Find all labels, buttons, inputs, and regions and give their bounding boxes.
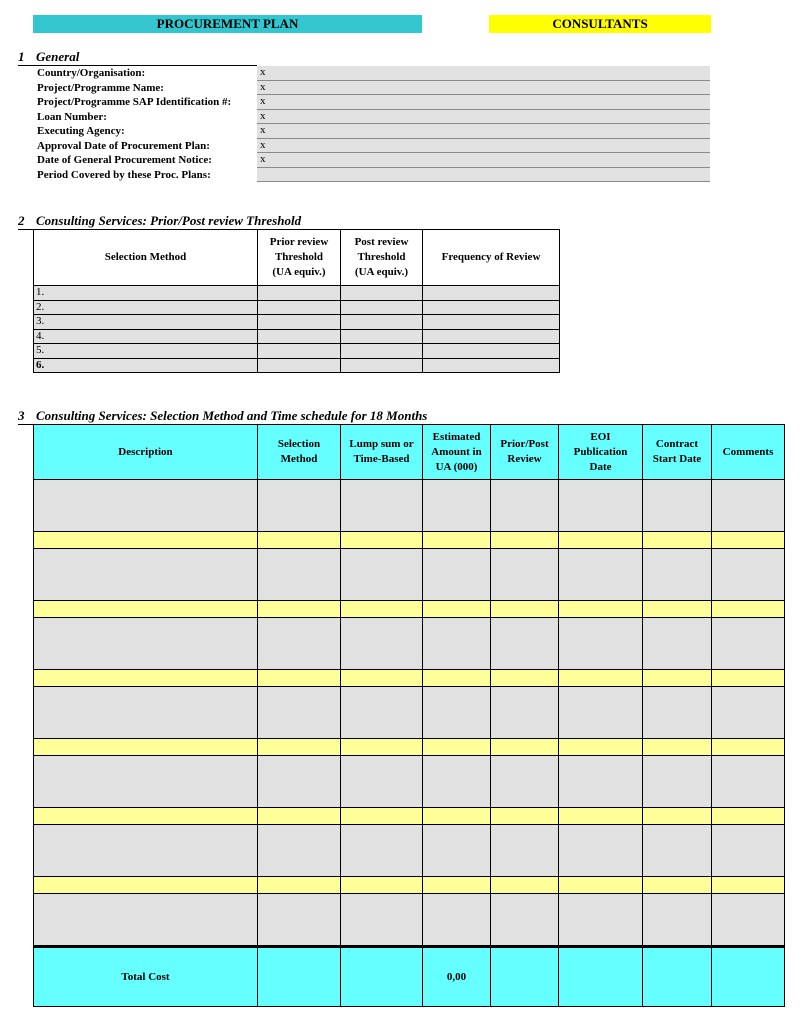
schedule-separator-cell[interactable]	[643, 739, 712, 756]
schedule-entry-cell[interactable]	[34, 825, 258, 877]
schedule-entry-cell[interactable]	[341, 825, 423, 877]
schedule-entry-row	[34, 894, 785, 947]
threshold-row	[34, 300, 560, 315]
schedule-separator-cell[interactable]	[559, 877, 643, 894]
header-prior-post-review: Prior/Post Review	[491, 425, 559, 480]
section-1-heading	[18, 49, 79, 65]
schedule-separator-cell[interactable]	[559, 808, 643, 825]
header-lump-sum: Lump sum or Time-Based	[341, 425, 423, 480]
schedule-entry-cell[interactable]	[258, 687, 341, 739]
schedule-header-row	[34, 425, 785, 480]
schedule-separator-row	[34, 670, 785, 687]
row-index[interactable]: 1.	[34, 286, 258, 301]
schedule-entry-cell[interactable]	[559, 549, 643, 601]
row-index[interactable]: 4.	[34, 329, 258, 344]
header-description: Description	[34, 425, 258, 480]
schedule-entry-cell[interactable]	[491, 480, 559, 532]
schedule-separator-cell[interactable]	[712, 739, 785, 756]
schedule-entry-row	[34, 618, 785, 670]
schedule-entry-cell[interactable]	[643, 756, 712, 808]
header-post-review: Post review Threshold (UA equiv.)	[341, 230, 423, 286]
field-value-country[interactable]: x	[257, 66, 710, 81]
schedule-separator-cell[interactable]	[341, 670, 423, 687]
schedule-entry-cell[interactable]	[258, 549, 341, 601]
section-3-title: Consulting Services: Selection Method and Time schedule for 18 Months	[36, 408, 428, 423]
schedule-entry-row	[34, 687, 785, 739]
schedule-separator-cell[interactable]	[559, 601, 643, 618]
schedule-separator-cell[interactable]	[258, 739, 341, 756]
schedule-entry-cell[interactable]	[423, 825, 491, 877]
schedule-entry-cell[interactable]	[258, 480, 341, 532]
threshold-header-row	[34, 230, 560, 286]
schedule-separator-cell[interactable]	[423, 739, 491, 756]
schedule-entry-cell[interactable]	[258, 756, 341, 808]
field-value-approval-date[interactable]: x	[257, 139, 710, 154]
schedule-entry-cell[interactable]	[34, 480, 258, 532]
field-value-executing-agency[interactable]: x	[257, 124, 710, 139]
schedule-separator-cell[interactable]	[491, 739, 559, 756]
row-index[interactable]: 5.	[34, 344, 258, 359]
schedule-separator-cell[interactable]	[712, 670, 785, 687]
field-label-gpn-date: Date of General Procurement Notice:	[37, 154, 212, 166]
schedule-entry-cell[interactable]	[491, 825, 559, 877]
schedule-entry-cell[interactable]	[491, 687, 559, 739]
field-label-sap-id: Project/Programme SAP Identification #:	[37, 96, 232, 108]
schedule-entry-cell[interactable]	[491, 618, 559, 670]
total-amount: 0,00	[423, 947, 491, 1007]
schedule-separator-cell[interactable]	[34, 601, 258, 618]
threshold-row	[34, 344, 560, 359]
schedule-separator-cell[interactable]	[34, 808, 258, 825]
schedule-entry-cell[interactable]	[559, 825, 643, 877]
schedule-separator-cell[interactable]	[643, 601, 712, 618]
schedule-entry-cell[interactable]	[341, 480, 423, 532]
schedule-entry-cell[interactable]	[341, 618, 423, 670]
threshold-row	[34, 315, 560, 330]
schedule-entry-cell[interactable]	[559, 894, 643, 947]
schedule-separator-cell[interactable]	[559, 532, 643, 549]
schedule-table	[33, 424, 785, 1007]
schedule-entry-cell[interactable]	[34, 687, 258, 739]
schedule-entry-cell[interactable]	[559, 687, 643, 739]
schedule-separator-cell[interactable]	[712, 532, 785, 549]
schedule-entry-cell[interactable]	[712, 549, 785, 601]
schedule-separator-cell[interactable]	[423, 601, 491, 618]
schedule-separator-cell[interactable]	[34, 532, 258, 549]
schedule-entry-cell[interactable]	[258, 618, 341, 670]
schedule-entry-cell[interactable]	[712, 894, 785, 947]
schedule-entry-row	[34, 480, 785, 532]
schedule-separator-cell[interactable]	[341, 532, 423, 549]
consultants-banner: CONSULTANTS	[489, 15, 711, 33]
field-label-loan-number: Loan Number:	[37, 110, 107, 123]
schedule-separator-cell[interactable]	[34, 877, 258, 894]
schedule-separator-cell[interactable]	[491, 670, 559, 687]
total-label: Total Cost	[34, 947, 258, 1007]
schedule-entry-cell[interactable]	[559, 756, 643, 808]
schedule-separator-cell[interactable]	[423, 532, 491, 549]
field-value-gpn-date[interactable]: x	[257, 153, 710, 168]
threshold-row	[34, 286, 560, 301]
schedule-entry-row	[34, 825, 785, 877]
schedule-separator-cell[interactable]	[643, 877, 712, 894]
schedule-entry-cell[interactable]	[423, 687, 491, 739]
schedule-separator-cell[interactable]	[643, 808, 712, 825]
schedule-entry-cell[interactable]	[34, 549, 258, 601]
schedule-separator-cell[interactable]	[491, 532, 559, 549]
total-row	[34, 947, 785, 1007]
header-estimated-amount: Estimated Amount in UA (000)	[423, 425, 491, 480]
schedule-separator-cell[interactable]	[341, 877, 423, 894]
schedule-body	[34, 480, 785, 947]
schedule-entry-cell[interactable]	[559, 480, 643, 532]
schedule-entry-cell[interactable]	[423, 480, 491, 532]
schedule-separator-cell[interactable]	[491, 808, 559, 825]
schedule-entry-row	[34, 756, 785, 808]
section-3-heading	[18, 408, 427, 424]
schedule-entry-cell[interactable]	[423, 618, 491, 670]
schedule-separator-row	[34, 877, 785, 894]
row-index[interactable]: 6.	[34, 358, 258, 373]
section-3-number: 3	[18, 408, 25, 423]
field-label-executing-agency: Executing Agency:	[37, 125, 125, 137]
field-value-period-covered[interactable]	[257, 168, 710, 183]
schedule-entry-cell[interactable]	[258, 894, 341, 947]
schedule-entry-cell[interactable]	[643, 549, 712, 601]
header-eoi-date: EOI Publication Date	[559, 425, 643, 480]
schedule-separator-cell[interactable]	[341, 601, 423, 618]
schedule-separator-cell[interactable]	[712, 601, 785, 618]
schedule-entry-cell[interactable]	[491, 756, 559, 808]
schedule-separator-cell[interactable]	[258, 532, 341, 549]
schedule-entry-cell[interactable]	[712, 480, 785, 532]
field-value-project-name[interactable]: x	[257, 81, 710, 96]
header-frequency: Frequency of Review	[423, 230, 560, 286]
schedule-entry-cell[interactable]	[341, 756, 423, 808]
schedule-entry-cell[interactable]	[258, 825, 341, 877]
schedule-separator-cell[interactable]	[559, 739, 643, 756]
schedule-entry-cell[interactable]	[643, 894, 712, 947]
schedule-separator-cell[interactable]	[712, 877, 785, 894]
schedule-separator-cell[interactable]	[559, 670, 643, 687]
section-3-rule	[18, 424, 34, 425]
schedule-entry-cell[interactable]	[341, 687, 423, 739]
field-value-loan-number[interactable]: x	[257, 110, 710, 125]
section-2-title: Consulting Services: Prior/Post review Threshold	[36, 213, 302, 228]
schedule-separator-cell[interactable]	[643, 670, 712, 687]
schedule-separator-cell[interactable]	[712, 808, 785, 825]
schedule-entry-cell[interactable]	[341, 549, 423, 601]
schedule-separator-cell[interactable]	[423, 877, 491, 894]
schedule-separator-cell[interactable]	[491, 601, 559, 618]
schedule-separator-cell[interactable]	[423, 670, 491, 687]
schedule-entry-cell[interactable]	[423, 894, 491, 947]
schedule-entry-cell[interactable]	[712, 756, 785, 808]
schedule-entry-cell[interactable]	[491, 894, 559, 947]
threshold-row	[34, 358, 560, 373]
schedule-entry-cell[interactable]	[643, 618, 712, 670]
schedule-separator-cell[interactable]	[258, 601, 341, 618]
schedule-entry-cell[interactable]	[423, 756, 491, 808]
section-2-number: 2	[18, 213, 25, 228]
section-1-number: 1	[18, 49, 25, 64]
schedule-separator-cell[interactable]	[423, 808, 491, 825]
header-selection-method: Selection Method	[258, 425, 341, 480]
schedule-separator-cell[interactable]	[491, 877, 559, 894]
schedule-separator-cell[interactable]	[643, 532, 712, 549]
field-label-period-covered: Period Covered by these Proc. Plans:	[37, 168, 211, 181]
schedule-separator-row	[34, 601, 785, 618]
schedule-separator-cell[interactable]	[341, 808, 423, 825]
schedule-separator-cell[interactable]	[34, 739, 258, 756]
header-selection-method: Selection Method	[34, 230, 258, 286]
schedule-separator-row	[34, 532, 785, 549]
schedule-entry-cell[interactable]	[712, 618, 785, 670]
schedule-entry-cell[interactable]	[712, 687, 785, 739]
header-comments: Comments	[712, 425, 785, 480]
header-contract-start: Contract Start Date	[643, 425, 712, 480]
row-index[interactable]: 2.	[34, 300, 258, 315]
schedule-entry-cell[interactable]	[643, 825, 712, 877]
schedule-entry-cell[interactable]	[423, 549, 491, 601]
field-value-sap-id[interactable]: x	[257, 95, 710, 110]
field-label-country: Country/Organisation:	[37, 67, 146, 79]
schedule-separator-cell[interactable]	[34, 670, 258, 687]
schedule-entry-cell[interactable]	[643, 480, 712, 532]
schedule-entry-cell[interactable]	[559, 618, 643, 670]
schedule-entry-cell[interactable]	[34, 618, 258, 670]
schedule-entry-cell[interactable]	[34, 894, 258, 947]
threshold-table	[33, 229, 560, 373]
schedule-entry-cell[interactable]	[643, 687, 712, 739]
procurement-plan-banner: PROCUREMENT PLAN	[33, 15, 422, 33]
section-1-title: General	[36, 49, 80, 64]
schedule-entry-cell[interactable]	[341, 894, 423, 947]
schedule-entry-cell[interactable]	[712, 825, 785, 877]
schedule-separator-cell[interactable]	[258, 670, 341, 687]
schedule-entry-cell[interactable]	[34, 756, 258, 808]
section-2-rule	[18, 229, 34, 230]
schedule-separator-cell[interactable]	[258, 808, 341, 825]
threshold-row	[34, 329, 560, 344]
schedule-entry-row	[34, 549, 785, 601]
schedule-entry-cell[interactable]	[491, 549, 559, 601]
header-prior-review: Prior review Threshold (UA equiv.)	[258, 230, 341, 286]
schedule-separator-row	[34, 739, 785, 756]
schedule-separator-cell[interactable]	[258, 877, 341, 894]
schedule-separator-row	[34, 808, 785, 825]
schedule-separator-cell[interactable]	[341, 739, 423, 756]
field-label-project-name: Project/Programme Name:	[37, 81, 164, 94]
row-index[interactable]: 3.	[34, 315, 258, 330]
field-label-approval-date: Approval Date of Procurement Plan:	[37, 139, 210, 152]
section-2-heading	[18, 213, 301, 229]
